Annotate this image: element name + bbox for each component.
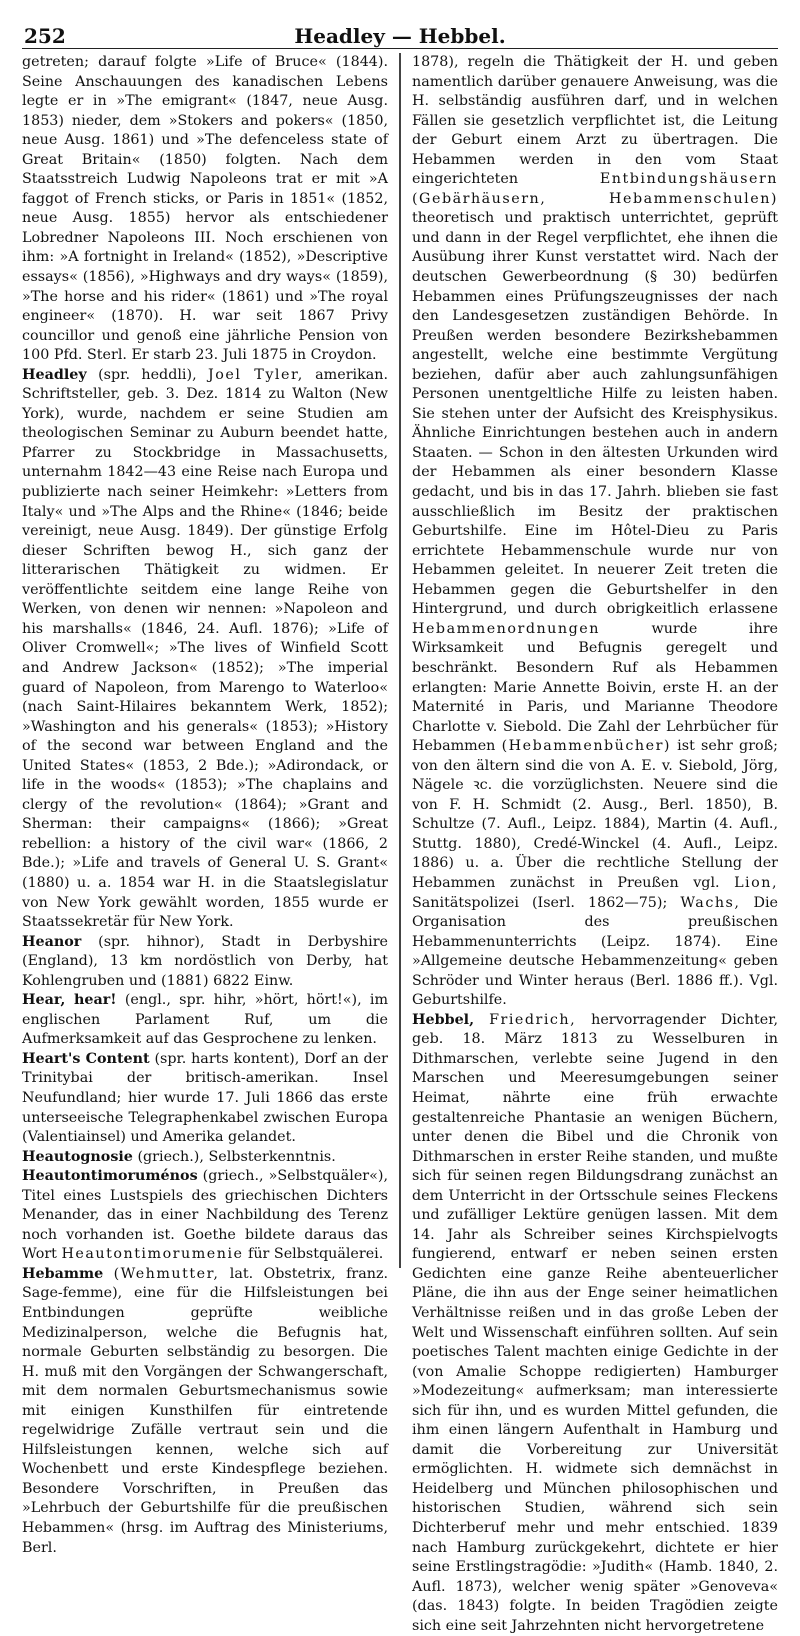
spaced-term: Wachs, (680, 894, 741, 911)
continued-text: Sanitätspolizei (Iserl. 1862—75); (411, 894, 668, 911)
entry-headword: Heanor (22, 933, 82, 950)
entry-body-tail: für Selbstquälerei. (248, 1246, 384, 1263)
entry-body: lat. Obstetrix, franz. Sage-femme), eine für die Hilfsleistungen bei Entbindungen geprüfte weibliche Medizinalperson, welche die Befugnis hat, normale Geburten selbständig zu besorgen. Die H. muß mit den Vorgängen der Schwangerschaft, mit dem normalen Geburtsmechanismus sowie mit einigen Kunsthilfen für eintretende regelwidrige Zufälle vertraut sein und die Hilfsleistungen kennen, welche sich auf Wochenbett und erste Kindespflege beziehen. Besondere Vorschriften, in Preußen das »Lehrbuch der Geburtshilfe für die preußischen Hebammen« (hrsg. im Auftrag des Ministeriums, Berl. (22, 1265, 389, 1556)
spaced-term: Hebammenordnungen (411, 620, 600, 637)
entry-heautognosie (22, 1148, 388, 1168)
pronunciation: (spr. heddli), (98, 366, 197, 383)
column-divider (399, 53, 401, 1268)
entry-headword: Heautognosie (22, 1148, 133, 1165)
entry-headword: Hebamme (22, 1265, 104, 1282)
entry-body: (spr. hihnor), Stadt in Derbyshire (England), 13 km nordöstlich von Derby, hat Kohlengruben und (1881) 6822 Einw. (22, 933, 389, 989)
right-column (411, 53, 779, 1634)
spaced-term: Heautontimorumenie (61, 1246, 244, 1263)
entry-body: (griech.), Selbsterkenntnis. (137, 1148, 336, 1165)
continued-text: 1878), regeln die Thätigkeit der H. und geben namentlich darüber genauere Anweisung, was die H. selbständig ausführen darf, und in welchen Fällen sie gesetzlich verpflichtet ist, die Leitung der Geburt einem Arzt zu übertragen. Die Hebammen werden in den vom Staat eingerichteten (411, 54, 778, 188)
continued-text: theoretisch und praktisch unterrichtet, geprüft und dann in der Regel verpflichtet, ehe ihnen die Ausübung ihrer Kunst verstattet wird. Nach der deutschen Gewerbeordnung (§ 30) bedürfen Hebammen eines Prüfungszeugnisses der nach den Landesgesetzen zuständigen Behörde. In Preußen werden besondere Bezirkshebammen angestellt, welche eine bestimmte Vergütung beziehen, dafür aber auch zahlungsunfähigen Personen unentgeltliche Hilfe zu leisten haben. Sie stehen unter der Aufsicht des Kreisphysikus. Ähnliche Einrichtungen bestehen auch in andern Staaten. — Schon in den ältesten Urkunden wird der Hebammen als einer besondern Klasse gedacht, und bis in das 17. Jahrh. blieben sie fast ausschließlich im Besitz der praktischen Geburtshilfe. Eine im Hôtel-Dieu zu Paris errichtete Hebammenschule wurde nur von Hebammen geleitet. In neuerer Zeit treten die Hebammen gegen die Geburtshelfer in den Hintergrund, und durch obrigkeitlich erlassene (411, 210, 778, 618)
entry-headley (22, 366, 388, 933)
entry-body: (spr. harts kontent), Dorf an der Trinitybai der britisch-amerikan. Insel Neufundland; hier wurde 17. Juli 1866 das erste unterseeische Telegraphenkabel zwischen Europa (Valentiainsel) und Amerika gelandet. (22, 1050, 389, 1146)
entry-headword: Headley (22, 366, 87, 383)
entry-hear-hear (22, 991, 388, 1050)
continued-text: getreten; darauf folgte »Life of Bruce« (1844). Seine Anschauungen des kanadischen Lebens legte er in »The emigrant« (1847, neue Ausg. 1853) nieder, dem »Stokers and pokers« (1850, neue Ausg. 1861) und »The defenceless state of Great Britain« (1850) folgten. Nach dem Staatsstreich Ludwig Napoleons trat er mit »A faggot of French sticks, or Paris in 1851« (1852, neue Ausg. 1855) hervor als entschiedener Lobredner Napoleons III. Noch erschienen von ihm: »A fortnight in Ireland« (1852), »Descriptive essays« (1856), »Highways and dry ways« (1859), »The horse and his rider« (1861) und »The royal engineer« (1870). H. war seit 1867 Privy councillor und genoß eine jährliche Pension von 100 Pfd. Sterl. Er starb 23. Juli 1875 in Croydon. (22, 54, 389, 364)
continued-paragraph (22, 53, 388, 366)
entry-body: (engl., spr. hihr, »hört, hört!«), im englischen Parlament Ruf, um die Aufmerksamkeit auf das Gesprochene zu lenken. (22, 992, 389, 1048)
entry-headword: Hear, hear! (22, 992, 117, 1009)
entry-headword: Heart's Content (22, 1050, 150, 1067)
continued-paragraph (412, 53, 778, 1011)
entry-headword: Heautontimoruménos (22, 1168, 198, 1185)
entry-heanor (22, 933, 388, 992)
entry-hebbel (412, 1011, 778, 1636)
entry-headword: Hebbel, (411, 1011, 475, 1028)
spaced-term: Lion, (734, 874, 778, 891)
continued-text: Die Organisation des preußischen Hebammenunterrichts (Leipz. 1874). Eine »Allgemeine deutsche Hebammenzeitung« geben Schröder und Winter heraus (Berl. 1886 ff.). Vgl. Geburtshilfe. (411, 894, 779, 1009)
entry-hearts-content (22, 1050, 388, 1148)
spaced-term: (Wehmutter, (113, 1265, 220, 1282)
left-column (22, 53, 389, 1556)
entry-heautontimorumenos (22, 1167, 388, 1265)
entry-name: Joel Tyler, (208, 366, 304, 383)
entry-hebamme (22, 1265, 388, 1558)
entry-body: (griech., »Selbstquäler«), Titel eines Lustspiels des griechischen Dichters Menander, das in einer Nachbildung des Terenz noch vorhanden ist. Goethe bildete daraus das Wort (22, 1168, 389, 1263)
text-columns (22, 53, 779, 1634)
spaced-term: (Hebammenbücher) (501, 738, 671, 755)
page-header (22, 14, 778, 49)
spaced-term: Entbindungshäusern (Gebärhäusern, Hebammenschulen) (411, 171, 778, 207)
continued-text: wurde ihre Wirksamkeit und Befugnis geregelt und beschränkt. Besondern Ruf als Hebammen erlangten: Marie Annette Boivin, erste H. an der Maternité in Paris, und Marianne Theodore Charlotte v. Siebold. Die Zahl der Lehrbücher für Hebammen (411, 620, 779, 755)
entry-body: amerikan. Schriftsteller, geb. 3. Dez. 1814 zu Walton (New York), wurde, nachdem er seine Studien am theologischen Seminar zu Auburn beendet hatte, Pfarrer zu Stockbridge in Massachusetts, unternahm 1842—43 eine Reise nach Europa und publizierte nach seiner Heimkehr: »Letters from Italy« und »The Alps and the Rhine« (1846; beide vereinigt, neue Ausg. 1849). Der günstige Erfolg dieser Schriften bewog H., sich ganz der litterarischen Thätigkeit zu widmen. Er veröffentlichte seitdem eine lange Reihe von Werken, von denen wir nennen: »Napoleon and his marshalls« (1846, 24. Aufl. 1876); »Life of Oliver Cromwell«; »The lives of Winfield Scott and Andrew Jackson« (1852); »The imperial guard of Napoleon, from Marengo to Waterloo« (nach Saint-Hilaires bekanntem Werk, 1852); »Washington and his generals« (1853); »History of the second war between England and the United States« (1853, 2 Bde.); »Adirondack, or life in the woods« (1853); »The chaplains and clergy of the revolution« (1864); »Grant and Sherman: their campaigns« (1866); »Great rebellion: a history of the civil war« (1866, 2 Bde.); »Life and travels of General U. S. Grant« (1880) u. a. 1854 war H. in die Staatslegislatur von New York gewählt worden, 1855 wurde er Staatssekretär für New York. (22, 366, 389, 931)
page-number: 252 (24, 24, 66, 48)
running-title: Headley — Hebbel. (294, 24, 506, 48)
entry-body: hervorragender Dichter, geb. 18. März 1813 zu Wesselburen in Dithmarschen, verlebte seine Jugend in den Marschen und Meeresumgebungen seiner Heimat, nährte eine früh erwachte gestaltenreiche Phantasie an wenigen Büchern, unter denen die Bibel und die Chronik von Dithmarschen in erster Reihe standen, und mußte sich für seinen regen Bildungsdrang zunächst an dem Unterricht in der Ortsschule seines Fleckens und zufälliger Lektüre genügen lassen. Mit dem 14. Jahr als Schreiber seines Kirchspielvogts fungierend, entwarf er neben seinen ersten Gedichten eine ganze Reihe abenteuerlicher Pläne, die ihn aus der Enge seiner heimatlichen Verhältnisse reißen und in das große Leben der Welt und Wissenschaft einführen sollten. Auf sein poetisches Talent machten einige Gedichte in der (von Amalie Schoppe redigierten) Hamburger »Modezeitung« aufmerksam; man interessierte sich für ihn, und es wurden Mittel gefunden, die ihm einen längern Aufenthalt in Hamburg und damit die Vorbereitung zur Universität ermöglichten. H. widmete sich demnächst in Heidelberg und München philosophischen und historischen Studien, während sich sein Dichterberuf mehr und mehr entschied. 1839 nach Hamburg zurückgekehrt, dichtete er hier seine Erstlingstragödie: »Judith« (Hamb. 1840, 2. Aufl. 1873), welcher wenig später »Genoveva« (das. 1843) folgte. In beiden Tragödien zeigte sich eine seit Jahrzehnten nicht hervorgetretene (411, 1011, 779, 1634)
continued-text: ist sehr groß; von den ältern sind die von A. E. v. Siebold, Jörg, Nägele ꝛc. die vorzüglichsten. Neuere sind die von F. H. Schmidt (2. Ausg., Berl. 1850), B. Schultze (7. Aufl., Leipz. 1884), Martin (4. Aufl., Stuttg. 1880), Credé-Winckel (4. Aufl., Leipz. 1886) u. a. Über die rechtliche Stellung der Hebammen zunächst in Preußen vgl. (411, 738, 778, 891)
spaced-term: Friedrich, (489, 1011, 577, 1028)
